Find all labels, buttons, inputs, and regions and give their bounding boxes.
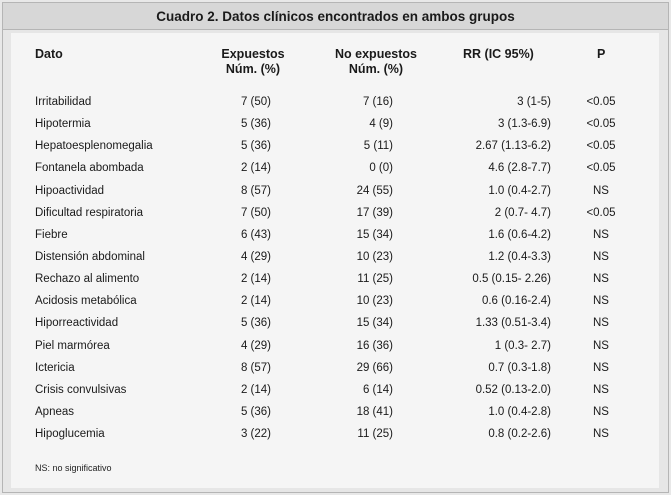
header-no-expuestos-line1: No expuestos bbox=[335, 47, 417, 61]
cell-no-expuestos: 0 (0) bbox=[369, 162, 393, 175]
table-panel bbox=[11, 33, 659, 488]
table-row bbox=[11, 290, 659, 312]
cell-rr: 0.6 (0.16-2.4) bbox=[481, 295, 551, 308]
header-expuestos-line2: Núm. (%) bbox=[225, 62, 281, 76]
cell-expuestos: 6 (43) bbox=[240, 228, 271, 241]
cell-dato: Fiebre bbox=[35, 228, 68, 241]
table-row bbox=[11, 224, 659, 246]
cell-dato: Irritabilidad bbox=[35, 96, 92, 108]
cell-dato: Ictericia bbox=[35, 361, 75, 374]
cell-p: NS bbox=[593, 250, 609, 263]
cell-rr: 3 (1-5) bbox=[517, 96, 551, 108]
cell-dato: Piel marmórea bbox=[35, 339, 110, 352]
cell-no-expuestos: 29 (66) bbox=[356, 361, 393, 374]
cell-dato: Hipoglucemia bbox=[35, 428, 105, 441]
header-p: P bbox=[597, 47, 606, 61]
table-row bbox=[11, 401, 659, 423]
cell-p: <0.05 bbox=[586, 96, 616, 108]
table-row bbox=[11, 268, 659, 290]
cell-no-expuestos: 6 (14) bbox=[362, 383, 393, 396]
cell-rr: 0.7 (0.3-1.8) bbox=[488, 361, 551, 374]
cell-no-expuestos: 7 (16) bbox=[362, 96, 393, 108]
cell-expuestos: 7 (50) bbox=[240, 96, 271, 108]
cell-rr: 1.33 (0.51-3.4) bbox=[475, 317, 551, 330]
cell-rr: 2.67 (1.13-6.2) bbox=[475, 140, 551, 153]
cell-rr: 0.8 (0.2-2.6) bbox=[488, 428, 551, 441]
cell-rr: 2 (0.7- 4.7) bbox=[494, 206, 551, 219]
header-no-expuestos bbox=[321, 47, 431, 77]
cell-dato: Hipoactividad bbox=[35, 184, 105, 197]
cell-p: NS bbox=[593, 295, 609, 308]
cell-expuestos: 8 (57) bbox=[240, 184, 271, 197]
cell-no-expuestos: 17 (39) bbox=[356, 206, 393, 219]
cell-p: NS bbox=[593, 317, 609, 330]
cell-dato: Hipotermia bbox=[35, 118, 91, 131]
cell-expuestos: 7 (50) bbox=[240, 206, 271, 219]
cell-rr: 1.2 (0.4-3.3) bbox=[488, 250, 551, 263]
cell-rr: 1 (0.3- 2.7) bbox=[494, 339, 551, 352]
cell-p: NS bbox=[593, 273, 609, 286]
cell-no-expuestos: 24 (55) bbox=[356, 184, 393, 197]
cell-no-expuestos: 16 (36) bbox=[356, 339, 393, 352]
cell-p: NS bbox=[593, 184, 609, 197]
table-row bbox=[11, 312, 659, 334]
cell-dato: Distensión abdominal bbox=[35, 250, 145, 263]
cell-p: <0.05 bbox=[586, 162, 616, 175]
table-title: Cuadro 2. Datos clínicos encontrados en ambos grupos bbox=[3, 3, 668, 30]
cell-expuestos: 5 (36) bbox=[240, 317, 271, 330]
cell-expuestos: 5 (36) bbox=[240, 405, 271, 418]
cell-rr: 3 (1.3-6.9) bbox=[497, 118, 551, 131]
cell-dato: Acidosis metabólica bbox=[35, 295, 137, 308]
cell-expuestos: 2 (14) bbox=[240, 295, 271, 308]
table-body bbox=[11, 91, 659, 445]
cell-rr: 4.6 (2.8-7.7) bbox=[488, 162, 551, 175]
header-no-expuestos-line2: Núm. (%) bbox=[348, 62, 404, 76]
cell-no-expuestos: 11 (25) bbox=[357, 428, 393, 441]
cell-no-expuestos: 11 (25) bbox=[357, 273, 393, 286]
cell-expuestos: 8 (57) bbox=[240, 361, 271, 374]
cell-p: <0.05 bbox=[586, 140, 616, 153]
cell-rr: 0.5 (0.15- 2.26) bbox=[472, 273, 551, 286]
table-row bbox=[11, 91, 659, 113]
table-frame bbox=[2, 2, 669, 493]
cell-rr: 1.0 (0.4-2.8) bbox=[488, 405, 551, 418]
cell-dato: Dificultad respiratoria bbox=[35, 206, 144, 219]
table-row bbox=[11, 157, 659, 179]
cell-p: <0.05 bbox=[586, 118, 616, 131]
cell-no-expuestos: 10 (23) bbox=[356, 250, 393, 263]
header-expuestos-line1: Expuestos bbox=[221, 47, 285, 61]
table-row bbox=[11, 135, 659, 157]
cell-rr: 1.0 (0.4-2.7) bbox=[488, 184, 551, 197]
cell-p: NS bbox=[593, 228, 609, 241]
cell-dato: Fontanela abombada bbox=[35, 162, 144, 175]
cell-no-expuestos: 15 (34) bbox=[356, 317, 393, 330]
table-row bbox=[11, 379, 659, 401]
header-dato: Dato bbox=[35, 47, 63, 61]
cell-rr: 1.6 (0.6-4.2) bbox=[488, 228, 551, 241]
cell-dato: Apneas bbox=[35, 405, 75, 418]
cell-no-expuestos: 10 (23) bbox=[356, 295, 393, 308]
cell-expuestos: 4 (29) bbox=[240, 339, 271, 352]
cell-p: NS bbox=[593, 405, 609, 418]
cell-p: NS bbox=[593, 339, 609, 352]
cell-dato: Rechazo al alimento bbox=[35, 273, 140, 286]
cell-no-expuestos: 15 (34) bbox=[356, 228, 393, 241]
cell-no-expuestos: 5 (11) bbox=[363, 140, 393, 153]
cell-dato: Crisis convulsivas bbox=[35, 383, 127, 396]
cell-expuestos: 2 (14) bbox=[240, 273, 271, 286]
cell-expuestos: 2 (14) bbox=[240, 162, 271, 175]
cell-dato: Hiporreactividad bbox=[35, 317, 119, 330]
cell-expuestos: 3 (22) bbox=[240, 428, 271, 441]
table-row bbox=[11, 202, 659, 224]
cell-dato: Hepatoesplenomegalia bbox=[35, 140, 153, 153]
table-row bbox=[11, 335, 659, 357]
footnote: NS: no significativo bbox=[35, 463, 112, 473]
header-expuestos bbox=[203, 47, 303, 77]
header-rr: RR (IC 95%) bbox=[463, 47, 534, 61]
table-row bbox=[11, 180, 659, 202]
cell-p: NS bbox=[593, 383, 609, 396]
table-row bbox=[11, 423, 659, 445]
cell-no-expuestos: 18 (41) bbox=[356, 405, 393, 418]
cell-expuestos: 4 (29) bbox=[240, 250, 271, 263]
cell-rr: 0.52 (0.13-2.0) bbox=[475, 383, 551, 396]
cell-expuestos: 5 (36) bbox=[240, 118, 271, 131]
cell-expuestos: 5 (36) bbox=[240, 140, 271, 153]
table-row bbox=[11, 246, 659, 268]
table-row bbox=[11, 113, 659, 135]
cell-no-expuestos: 4 (9) bbox=[369, 118, 393, 131]
cell-p: NS bbox=[593, 428, 609, 441]
cell-p: <0.05 bbox=[586, 206, 616, 219]
cell-expuestos: 2 (14) bbox=[240, 383, 271, 396]
cell-p: NS bbox=[593, 361, 609, 374]
table-row bbox=[11, 357, 659, 379]
